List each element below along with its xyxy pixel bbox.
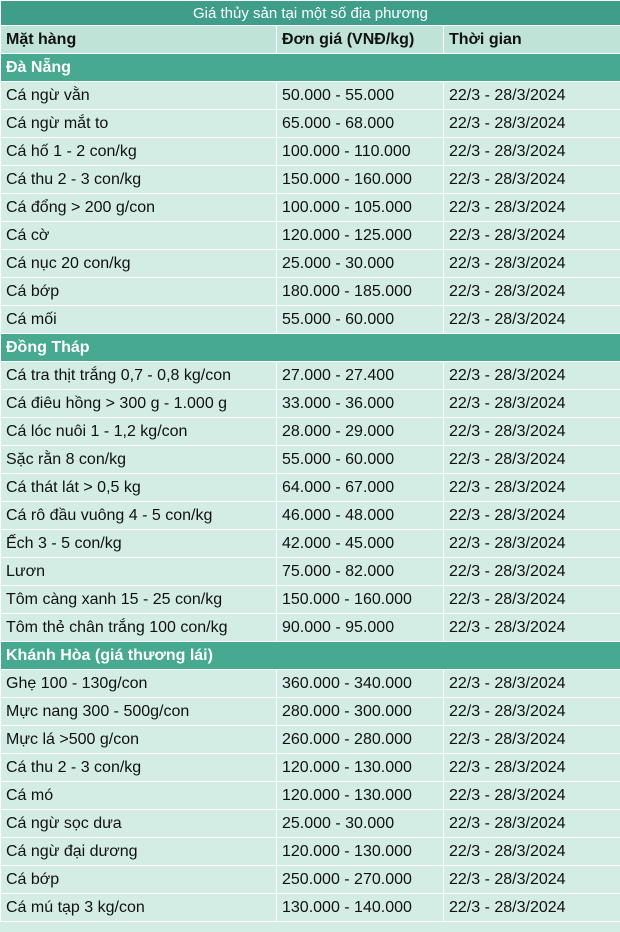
item-time-cell: 22/3 - 28/3/2024: [444, 474, 620, 502]
section-row: [1, 334, 620, 362]
item-name-cell: Cá ngừ sọc dưa: [1, 810, 277, 838]
item-price-cell: 25.000 - 30.000: [277, 810, 444, 838]
item-price-cell: 100.000 - 110.000: [277, 138, 444, 166]
item-price-cell: 42.000 - 45.000: [277, 530, 444, 558]
table-row: [1, 82, 620, 110]
item-name-cell: Cá mối: [1, 306, 277, 334]
item-price-cell: 75.000 - 82.000: [277, 558, 444, 586]
item-price-cell: 65.000 - 68.000: [277, 110, 444, 138]
item-price-cell: 250.000 - 270.000: [277, 866, 444, 894]
item-name-cell: Cá ngừ mắt to: [1, 110, 277, 138]
item-price-cell: 120.000 - 130.000: [277, 782, 444, 810]
item-time-cell: 22/3 - 28/3/2024: [444, 810, 620, 838]
column-header-time: Thời gian: [444, 26, 620, 54]
item-price-cell: 64.000 - 67.000: [277, 474, 444, 502]
item-price-cell: 150.000 - 160.000: [277, 166, 444, 194]
item-price-cell: 55.000 - 60.000: [277, 306, 444, 334]
item-price-cell: 120.000 - 125.000: [277, 222, 444, 250]
table-row: [1, 838, 620, 866]
column-header-price: Đơn giá (VNĐ/kg): [277, 26, 444, 54]
item-price-cell: 46.000 - 48.000: [277, 502, 444, 530]
section-title: Đồng Tháp: [1, 334, 620, 362]
item-price-cell: 130.000 - 140.000: [277, 894, 444, 922]
item-time-cell: 22/3 - 28/3/2024: [444, 166, 620, 194]
item-name-cell: Cá hố 1 - 2 con/kg: [1, 138, 277, 166]
item-name-cell: Cá thu 2 - 3 con/kg: [1, 754, 277, 782]
item-name-cell: Cá mó: [1, 782, 277, 810]
table-row: [1, 110, 620, 138]
item-price-cell: 25.000 - 30.000: [277, 250, 444, 278]
item-time-cell: 22/3 - 28/3/2024: [444, 446, 620, 474]
item-time-cell: 22/3 - 28/3/2024: [444, 418, 620, 446]
item-time-cell: 22/3 - 28/3/2024: [444, 138, 620, 166]
table-title-row: [1, 1, 620, 26]
item-time-cell: 22/3 - 28/3/2024: [444, 782, 620, 810]
table-row: [1, 558, 620, 586]
item-time-cell: 22/3 - 28/3/2024: [444, 670, 620, 698]
item-name-cell: Cá lóc nuôi 1 - 1,2 kg/con: [1, 418, 277, 446]
table-row: [1, 894, 620, 922]
table-row: [1, 782, 620, 810]
table-row: [1, 726, 620, 754]
item-time-cell: 22/3 - 28/3/2024: [444, 82, 620, 110]
table-row: [1, 502, 620, 530]
item-name-cell: Cá bớp: [1, 278, 277, 306]
item-time-cell: 22/3 - 28/3/2024: [444, 866, 620, 894]
table-header-row: [1, 26, 620, 54]
table-row: [1, 306, 620, 334]
table-row: [1, 586, 620, 614]
section-title: Khánh Hòa (giá thương lái): [1, 642, 620, 670]
table-body: [1, 54, 620, 922]
item-name-cell: Cá mú tạp 3 kg/con: [1, 894, 277, 922]
table-row: [1, 250, 620, 278]
item-time-cell: 22/3 - 28/3/2024: [444, 250, 620, 278]
item-price-cell: 28.000 - 29.000: [277, 418, 444, 446]
table-row: [1, 138, 620, 166]
table-row: [1, 446, 620, 474]
table-row: [1, 474, 620, 502]
item-time-cell: 22/3 - 28/3/2024: [444, 726, 620, 754]
table-row: [1, 222, 620, 250]
item-time-cell: 22/3 - 28/3/2024: [444, 530, 620, 558]
item-name-cell: Ghẹ 100 - 130g/con: [1, 670, 277, 698]
item-time-cell: 22/3 - 28/3/2024: [444, 754, 620, 782]
column-header-item: Mặt hàng: [1, 26, 277, 54]
table-row: [1, 698, 620, 726]
table-row: [1, 754, 620, 782]
item-price-cell: 120.000 - 130.000: [277, 838, 444, 866]
item-time-cell: 22/3 - 28/3/2024: [444, 558, 620, 586]
table-row: [1, 362, 620, 390]
item-time-cell: 22/3 - 28/3/2024: [444, 222, 620, 250]
item-name-cell: Cá thu 2 - 3 con/kg: [1, 166, 277, 194]
item-price-cell: 260.000 - 280.000: [277, 726, 444, 754]
item-name-cell: Cá cờ: [1, 222, 277, 250]
table-row: [1, 614, 620, 642]
item-price-cell: 50.000 - 55.000: [277, 82, 444, 110]
item-price-cell: 150.000 - 160.000: [277, 586, 444, 614]
item-price-cell: 120.000 - 130.000: [277, 754, 444, 782]
table-row: [1, 278, 620, 306]
item-name-cell: Sặc rằn 8 con/kg: [1, 446, 277, 474]
section-row: [1, 642, 620, 670]
item-time-cell: 22/3 - 28/3/2024: [444, 194, 620, 222]
item-time-cell: 22/3 - 28/3/2024: [444, 698, 620, 726]
item-name-cell: Cá điêu hồng > 300 g - 1.000 g: [1, 390, 277, 418]
item-name-cell: Cá nục 20 con/kg: [1, 250, 277, 278]
table-row: [1, 194, 620, 222]
item-time-cell: 22/3 - 28/3/2024: [444, 502, 620, 530]
item-time-cell: 22/3 - 28/3/2024: [444, 110, 620, 138]
item-time-cell: 22/3 - 28/3/2024: [444, 362, 620, 390]
item-price-cell: 100.000 - 105.000: [277, 194, 444, 222]
item-name-cell: Tôm thẻ chân trắng 100 con/kg: [1, 614, 277, 642]
item-price-cell: 27.000 - 27.400: [277, 362, 444, 390]
item-price-cell: 55.000 - 60.000: [277, 446, 444, 474]
item-price-cell: 280.000 - 300.000: [277, 698, 444, 726]
section-title: Đà Nẵng: [1, 54, 620, 82]
table-row: [1, 418, 620, 446]
table-row: [1, 166, 620, 194]
item-time-cell: 22/3 - 28/3/2024: [444, 614, 620, 642]
item-name-cell: Cá rô đầu vuông 4 - 5 con/kg: [1, 502, 277, 530]
item-name-cell: Cá đổng > 200 g/con: [1, 194, 277, 222]
item-time-cell: 22/3 - 28/3/2024: [444, 278, 620, 306]
table-row: [1, 866, 620, 894]
item-time-cell: 22/3 - 28/3/2024: [444, 306, 620, 334]
item-time-cell: 22/3 - 28/3/2024: [444, 838, 620, 866]
item-name-cell: Cá ngừ vằn: [1, 82, 277, 110]
item-name-cell: Mực lá >500 g/con: [1, 726, 277, 754]
item-time-cell: 22/3 - 28/3/2024: [444, 586, 620, 614]
item-name-cell: Ếch 3 - 5 con/kg: [1, 530, 277, 558]
table-title: Giá thủy sản tại một số địa phương: [1, 1, 620, 26]
item-time-cell: 22/3 - 28/3/2024: [444, 894, 620, 922]
item-name-cell: Cá ngừ đại dương: [1, 838, 277, 866]
item-name-cell: Mực nang 300 - 500g/con: [1, 698, 277, 726]
table-row: [1, 530, 620, 558]
item-price-cell: 360.000 - 340.000: [277, 670, 444, 698]
table-row: [1, 390, 620, 418]
table-row: [1, 810, 620, 838]
item-name-cell: Tôm càng xanh 15 - 25 con/kg: [1, 586, 277, 614]
item-name-cell: Cá thát lát > 0,5 kg: [1, 474, 277, 502]
table-row: [1, 670, 620, 698]
item-name-cell: Cá bớp: [1, 866, 277, 894]
item-price-cell: 90.000 - 95.000: [277, 614, 444, 642]
item-price-cell: 33.000 - 36.000: [277, 390, 444, 418]
section-row: [1, 54, 620, 82]
item-price-cell: 180.000 - 185.000: [277, 278, 444, 306]
item-time-cell: 22/3 - 28/3/2024: [444, 390, 620, 418]
item-name-cell: Lươn: [1, 558, 277, 586]
item-name-cell: Cá tra thịt trắng 0,7 - 0,8 kg/con: [1, 362, 277, 390]
